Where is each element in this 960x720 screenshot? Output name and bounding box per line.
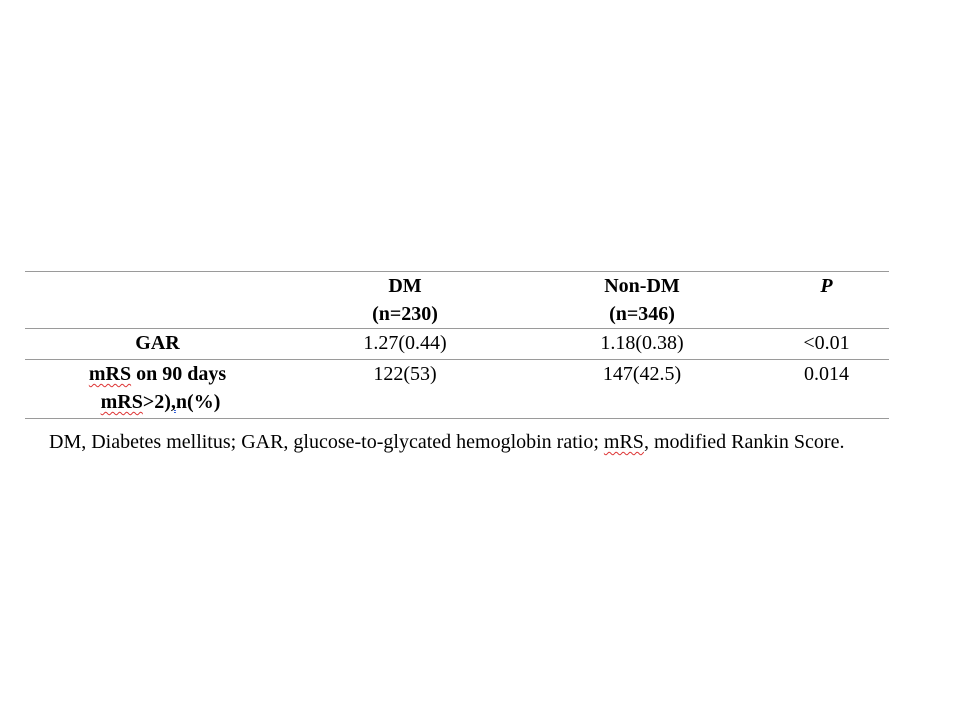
- cell-gar-nondm: 1.18(0.38): [520, 329, 764, 360]
- footnote-spellcheck-mrs: mRS: [603, 431, 644, 453]
- cell-gar-p: <0.01: [764, 329, 889, 360]
- header-nondm-count: (n=346): [609, 303, 675, 325]
- table-row-gar: [25, 329, 889, 360]
- row-label-mrs-threshold: >2): [142, 391, 171, 413]
- footnote-part1: DM, Diabetes mellitus; GAR, glucose-to-glycated hemoglobin ratio;: [49, 431, 604, 453]
- table-row-mrs: [25, 360, 889, 419]
- header-dm-count: (n=230): [372, 303, 438, 325]
- header-nondm-label: Non-DM: [604, 275, 680, 297]
- row-label-mrs-line2: [25, 388, 290, 416]
- row-label-mrs-days: on 90 days: [131, 363, 227, 385]
- spellcheck-mrs-2: mRS: [100, 391, 143, 413]
- row-label-gar: GAR: [25, 329, 290, 360]
- cell-mrs-nondm: 147(42.5): [520, 360, 764, 419]
- cell-mrs-dm: 122(53): [290, 360, 520, 419]
- results-table-container: [25, 271, 889, 419]
- row-label-mrs-unit: n(%): [175, 391, 221, 413]
- header-empty-cell: [25, 272, 290, 329]
- header-nondm: [520, 272, 764, 329]
- footnote-part3: , modified Rankin Score.: [643, 431, 845, 453]
- spellcheck-mrs-1: mRS: [88, 363, 132, 385]
- table-footnote: [49, 428, 949, 456]
- grammar-flag-comma: ,: [170, 391, 176, 413]
- cell-mrs-p: 0.014: [764, 360, 889, 419]
- table-header-row: [25, 272, 889, 329]
- cell-gar-dm: 1.27(0.44): [290, 329, 520, 360]
- header-p-value: P: [764, 272, 889, 329]
- header-dm-label: DM: [388, 275, 422, 297]
- header-dm: [290, 272, 520, 329]
- results-table: [25, 271, 889, 419]
- row-label-mrs: [25, 360, 290, 419]
- row-label-mrs-line1: [89, 363, 226, 385]
